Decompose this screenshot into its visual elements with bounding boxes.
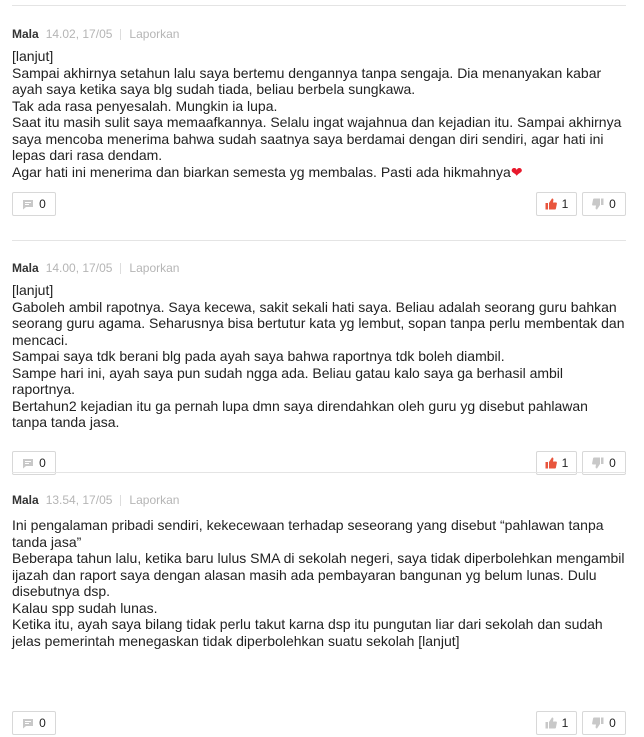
comment-1	[12, 26, 626, 180]
dislike-count: 0	[609, 456, 616, 470]
comment-line-text: Agar hati ini menerima dan biarkan semesta yg membalas. Pasti ada hikmahnya	[12, 163, 511, 180]
meta-separator	[120, 495, 121, 506]
comment-meta	[12, 26, 626, 42]
comment-line: Bertahun2 kejadian itu ga pernah lupa dmn saya direndahkan oleh guru yg disebut pahlawan tanpa tanda jasa.	[12, 397, 588, 430]
comment-body	[12, 48, 626, 180]
top-divider	[12, 5, 626, 6]
comment-author[interactable]: Mala	[12, 261, 39, 275]
comment-line: Gaboleh ambil rapotnya. Saya kecewa, sakit sekali hati saya. Beliau adalah seorang guru bahkan seorang guru agama. Seharusnya bisa bertutur kata yg lembut, sopan tanpa perlu membentak dan mencaci.	[12, 298, 625, 348]
comment-author[interactable]: Mala	[12, 493, 39, 507]
comment-time: 14.02, 17/05	[45, 27, 113, 41]
report-link[interactable]: Laporkan	[129, 493, 180, 507]
reply-button[interactable]	[12, 711, 56, 735]
comment-line: Beberapa tahun lalu, ketika baru lulus SMA di sekolah negeri, saya tidak diperbolehkan mengambil ijazah dan raport saya dengan alasan masih ada pembayaran bangunan yg belum lunas. Dulu disebutnya dsp.	[12, 550, 625, 599]
like-count: 1	[561, 197, 569, 211]
like-button[interactable]	[536, 192, 577, 216]
thumbs-down-icon	[592, 717, 604, 729]
comment-2-actions	[12, 451, 626, 477]
comment-time: 13.54, 17/05	[45, 493, 113, 507]
thumbs-down-icon	[592, 457, 604, 469]
thumbs-up-icon	[545, 198, 557, 210]
comment-icon	[22, 199, 34, 210]
comment-line: Sampai saya tdk berani blg pada ayah saya bahwa raportnya tdk boleh diambil.	[12, 348, 505, 364]
thumbs-up-icon	[545, 717, 557, 729]
comment-line: Kalau spp sudah lunas.	[12, 599, 158, 616]
comment-line: Saat itu masih sulit saya memaafkannya. Selalu ingat wajahnua dan kejadian itu. Sampai akhirnya saya mencoba menerima bahwa sudah saatnya saya berdamai dengan diri sendiri, agar hati ini lepas dari rasa dendam.	[12, 114, 622, 163]
meta-separator	[120, 29, 121, 40]
like-count: 1	[561, 456, 569, 470]
comment-line: [lanjut]	[12, 282, 54, 298]
comment-line: Tak ada rasa penyesalah. Mungkin ia lupa.	[12, 97, 278, 114]
heart-emoji-icon: ❤	[510, 163, 523, 180]
comment-divider	[12, 472, 626, 473]
comment-line: Ketika itu, ayah saya bilang tidak perlu takut karna dsp itu pungutan liar dari sekolah dan sudah jelas pemerintah menegaskan tidak diperbolehkan suatu sekolah [lanjut]	[12, 616, 603, 649]
report-link[interactable]: Laporkan	[129, 27, 180, 41]
dislike-button[interactable]	[582, 711, 626, 735]
dislike-button[interactable]	[582, 192, 626, 216]
comment-2	[12, 260, 626, 431]
comment-line	[12, 164, 626, 181]
like-button[interactable]	[536, 711, 577, 735]
reply-count: 0	[39, 716, 46, 730]
comment-author[interactable]: Mala	[12, 27, 39, 41]
comment-meta	[12, 260, 626, 276]
comment-line: [lanjut]	[12, 48, 54, 64]
comment-body	[12, 517, 626, 649]
comment-line: Sampai akhirnya setahun lalu saya bertemu dengannya tanpa sengaja. Dia menanyakan kabar ayah saya ketika saya blg sudah tiada, beliau berbela sungkawa.	[12, 64, 602, 97]
meta-separator	[120, 263, 121, 274]
comment-body	[12, 282, 626, 431]
dislike-count: 0	[609, 197, 616, 211]
thumbs-up-icon	[545, 457, 557, 469]
comment-line: Ini pengalaman pribadi sendiri, kekecewaan terhadap seseorang yang disebut “pahlawan tanpa tanda jasa”	[12, 517, 604, 550]
comment-1-actions	[12, 192, 626, 218]
thumbs-down-icon	[592, 198, 604, 210]
comment-meta	[12, 492, 626, 508]
comment-icon	[22, 718, 34, 729]
comment-line: Sampe hari ini, ayah saya pun sudah ngga ada. Beliau gatau kalo saya ga berhasil ambil raportnya.	[12, 364, 564, 397]
reply-count: 0	[39, 197, 46, 211]
reply-count: 0	[39, 456, 46, 470]
report-link[interactable]: Laporkan	[129, 261, 180, 275]
comment-icon	[22, 458, 34, 469]
like-count: 1	[561, 716, 569, 730]
dislike-count: 0	[609, 716, 616, 730]
comment-3	[12, 492, 626, 649]
comment-time: 14.00, 17/05	[45, 261, 113, 275]
reply-button[interactable]	[12, 192, 56, 216]
comment-divider	[12, 240, 626, 241]
comment-3-actions	[12, 711, 626, 737]
